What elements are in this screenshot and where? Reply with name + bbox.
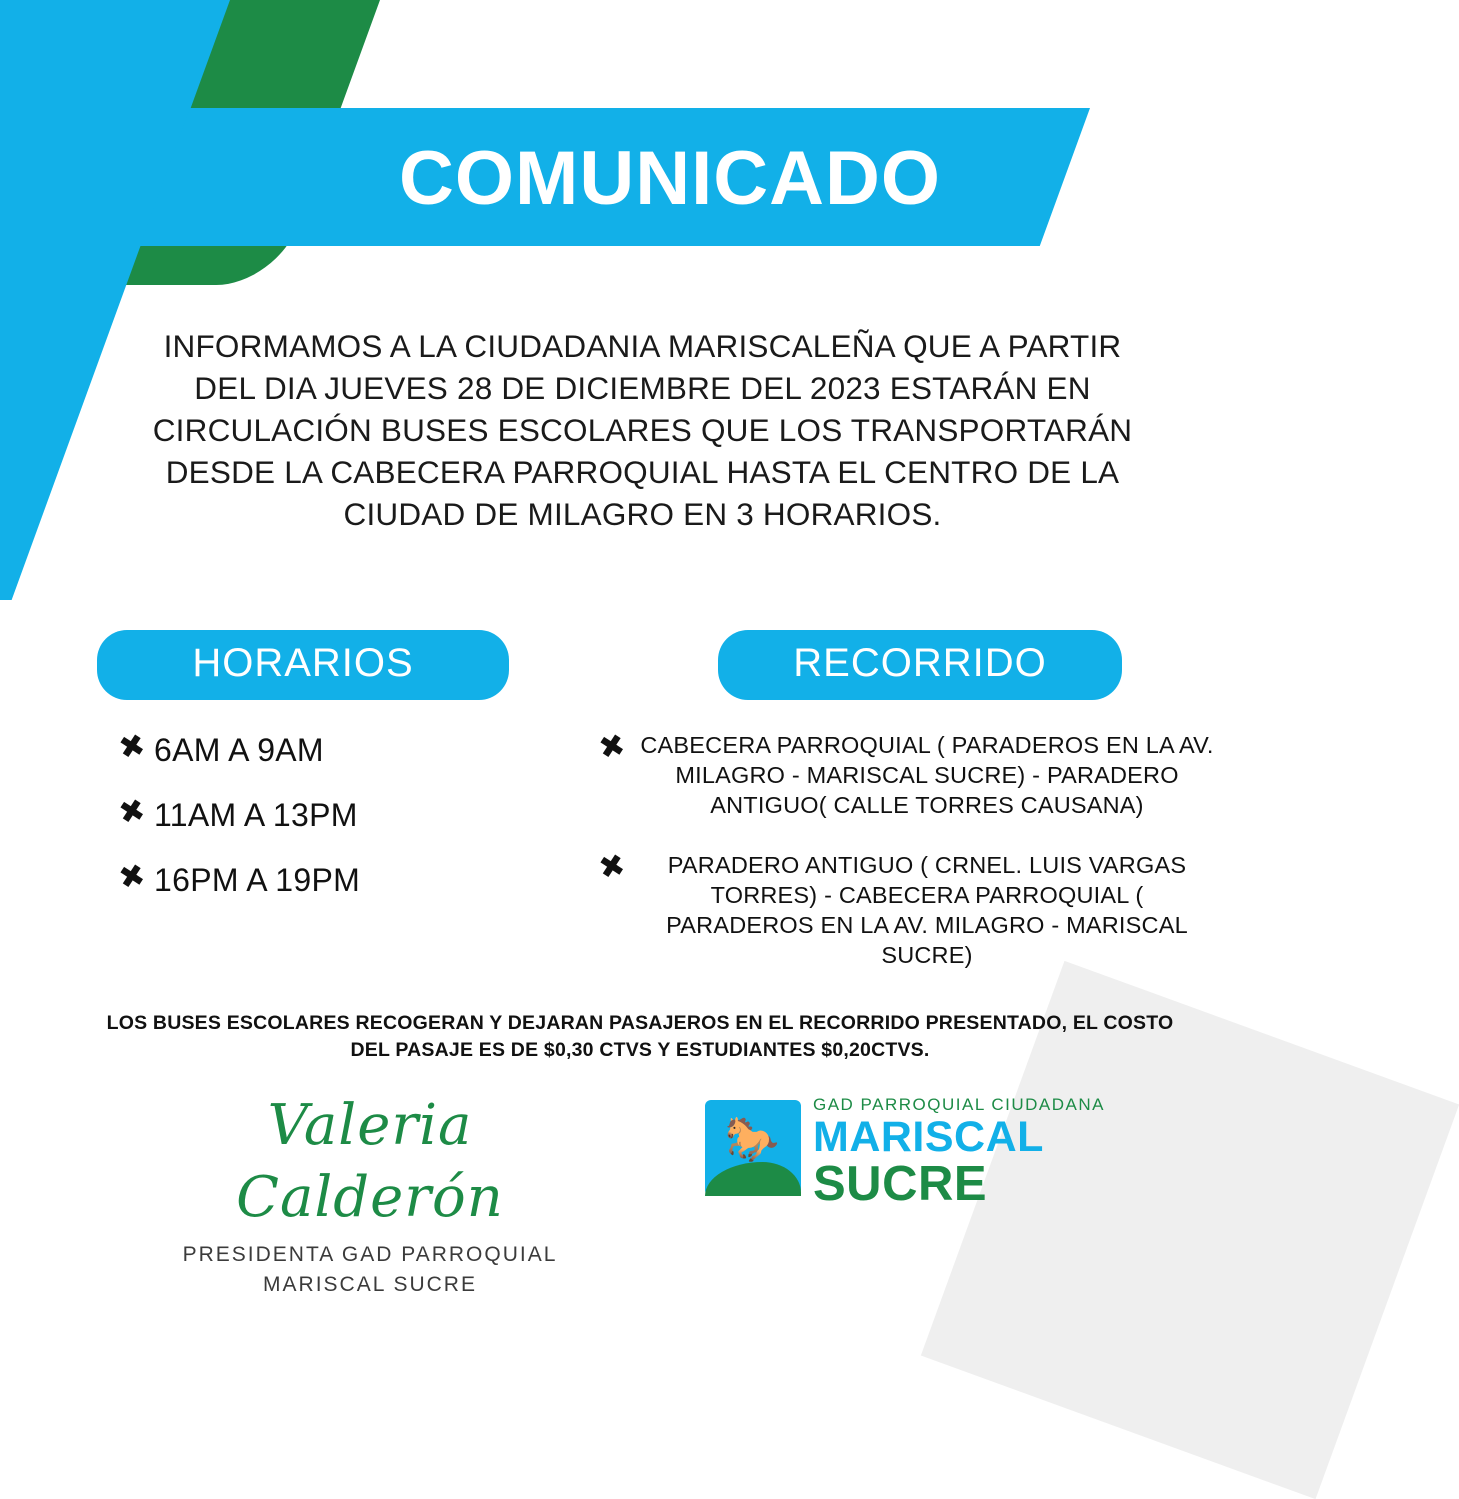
- poster-title: COMUNICADO: [399, 136, 941, 221]
- signature-block: [150, 1090, 590, 1300]
- pushpin-icon: ✖: [595, 846, 629, 887]
- horario-text: 11AM A 13PM: [154, 797, 358, 833]
- pushpin-icon: ✖: [115, 726, 149, 767]
- recorrido-list: [590, 726, 1220, 1000]
- logo-mark: [705, 1100, 801, 1196]
- signature-role-line-1: PRESIDENTA GAD PARROQUIAL: [182, 1243, 558, 1266]
- pushpin-icon: ✖: [595, 726, 629, 767]
- horario-text: 6AM A 9AM: [154, 732, 324, 768]
- signature-name: Valeria Calderón: [236, 1093, 504, 1230]
- section-heading-horarios: HORARIOS: [97, 630, 509, 700]
- logo-top-text: GAD PARROQUIAL CIUDADANA: [813, 1095, 1105, 1114]
- horse-icon: 🐎: [724, 1115, 780, 1164]
- section-heading-recorrido: RECORRIDO: [718, 630, 1122, 700]
- logo-sub-text: SUCRE: [813, 1157, 988, 1211]
- gad-logo: [705, 1092, 1105, 1212]
- pushpin-icon: ✖: [115, 791, 149, 832]
- logo-wordmark: [813, 1092, 1105, 1209]
- horarios-list: [110, 726, 540, 925]
- recorrido-text: PARADERO ANTIGUO ( CRNEL. LUIS VARGAS TORRES) - CABECERA PARROQUIAL ( PARADEROS EN LA AV. MILAGRO - MARISCAL SUCRE): [666, 852, 1188, 968]
- list-item: [590, 726, 1220, 820]
- logo-hill-shape: [705, 1162, 801, 1196]
- poster-intro-paragraph: INFORMAMOS A LA CIUDADANIA MARISCALEÑA QUE A PARTIR DEL DIA JUEVES 28 DE DICIEMBRE DEL 2023 ESTARÁN EN CIRCULACIÓN BUSES ESCOLARES QUE LOS TRANSPORTARÁN DESDE LA CABECERA PARROQUIAL HASTA EL CENTRO DE LA CIUDAD DE MILAGRO EN 3 HORARIOS.: [152, 328, 1133, 532]
- horario-text: 16PM A 19PM: [154, 862, 361, 898]
- list-item: [110, 856, 540, 899]
- list-item: [110, 726, 540, 769]
- list-item: [110, 791, 540, 834]
- signature-role-line-2: MARISCAL SUCRE: [263, 1273, 477, 1296]
- recorrido-text: CABECERA PARROQUIAL ( PARADEROS EN LA AV. MILAGRO - MARISCAL SUCRE) - PARADERO ANTIGUO( CALLE TORRES CAUSANA): [640, 732, 1214, 818]
- logo-main-text: MARISCAL: [813, 1113, 1044, 1161]
- pushpin-icon: ✖: [115, 856, 149, 897]
- fare-footnote: LOS BUSES ESCOLARES RECOGERAN Y DEJARAN PASAJEROS EN EL RECORRIDO PRESENTADO, EL COSTO DEL PASAJE ES DE $0,30 CTVS Y ESTUDIANTES $0,20CTVS.: [106, 1012, 1174, 1061]
- list-item: [590, 846, 1220, 970]
